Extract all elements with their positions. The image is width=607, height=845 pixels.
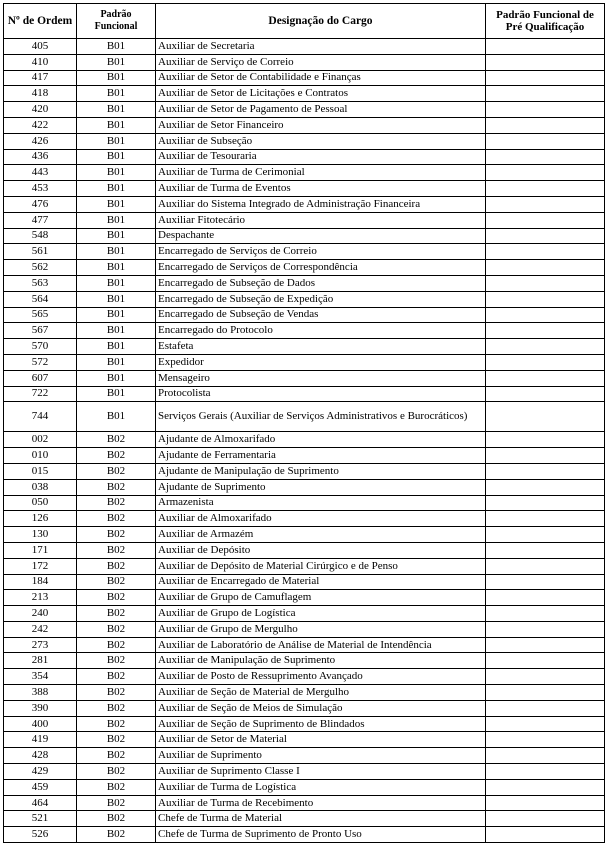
table-row <box>4 149 605 165</box>
cell-ordem: 002 <box>4 432 77 448</box>
cell-padrao: B02 <box>77 574 156 590</box>
cell-pre-qualificacao <box>486 212 605 228</box>
cell-designacao: Auxiliar de Seção de Meios de Simulação <box>156 700 486 716</box>
table-row <box>4 102 605 118</box>
cell-pre-qualificacao <box>486 339 605 355</box>
header-designacao: Designação do Cargo <box>156 4 486 39</box>
header-ordem: Nº de Ordem <box>4 4 77 39</box>
table-row <box>4 432 605 448</box>
cell-padrao: B02 <box>77 716 156 732</box>
cell-padrao: B02 <box>77 764 156 780</box>
cell-designacao: Auxiliar de Turma de Recebimento <box>156 795 486 811</box>
cell-designacao: Auxiliar de Setor de Material <box>156 732 486 748</box>
table-row <box>4 811 605 827</box>
cell-ordem: 038 <box>4 479 77 495</box>
cell-pre-qualificacao <box>486 275 605 291</box>
cell-designacao: Encarregado de Serviços de Correio <box>156 244 486 260</box>
cell-padrao: B02 <box>77 685 156 701</box>
header-padrao-funcional: Padrão Funcional <box>77 4 156 39</box>
table-row <box>4 244 605 260</box>
cell-pre-qualificacao <box>486 495 605 511</box>
cell-designacao: Auxiliar de Grupo de Camuflagem <box>156 590 486 606</box>
cell-ordem: 126 <box>4 511 77 527</box>
cell-ordem: 417 <box>4 70 77 86</box>
cell-ordem: 400 <box>4 716 77 732</box>
table-row <box>4 779 605 795</box>
cell-ordem: 240 <box>4 606 77 622</box>
cell-ordem: 436 <box>4 149 77 165</box>
cell-designacao: Ajudante de Almoxarifado <box>156 432 486 448</box>
cell-ordem: 171 <box>4 542 77 558</box>
table-row <box>4 196 605 212</box>
table-row <box>4 685 605 701</box>
cell-ordem: 564 <box>4 291 77 307</box>
table-row <box>4 716 605 732</box>
table-row <box>4 260 605 276</box>
cell-pre-qualificacao <box>486 323 605 339</box>
cell-padrao: B02 <box>77 590 156 606</box>
table-row <box>4 669 605 685</box>
cell-pre-qualificacao <box>486 149 605 165</box>
table-header <box>4 4 605 39</box>
cell-padrao: B02 <box>77 827 156 843</box>
cell-designacao: Encarregado de Subseção de Expedição <box>156 291 486 307</box>
cell-padrao: B01 <box>77 386 156 402</box>
table-row <box>4 86 605 102</box>
cell-ordem: 548 <box>4 228 77 244</box>
cell-ordem: 050 <box>4 495 77 511</box>
cell-padrao: B01 <box>77 260 156 276</box>
cell-padrao: B02 <box>77 669 156 685</box>
cell-designacao: Auxiliar Fitotecário <box>156 212 486 228</box>
cell-padrao: B01 <box>77 370 156 386</box>
cargos-table <box>3 3 605 843</box>
cell-ordem: 418 <box>4 86 77 102</box>
cell-padrao: B02 <box>77 527 156 543</box>
cell-padrao: B02 <box>77 432 156 448</box>
cell-designacao: Ajudante de Ferramentaria <box>156 448 486 464</box>
header-pre-qualificacao: Padrão Funcional de Pré Qualificação <box>486 4 605 39</box>
table-row <box>4 463 605 479</box>
cell-pre-qualificacao <box>486 669 605 685</box>
cell-pre-qualificacao <box>486 402 605 432</box>
table-row <box>4 653 605 669</box>
cell-ordem: 354 <box>4 669 77 685</box>
cell-pre-qualificacao <box>486 448 605 464</box>
table-row <box>4 637 605 653</box>
cell-designacao: Auxiliar de Suprimento Classe I <box>156 764 486 780</box>
cell-ordem: 476 <box>4 196 77 212</box>
cell-pre-qualificacao <box>486 370 605 386</box>
cell-ordem: 744 <box>4 402 77 432</box>
cell-padrao: B02 <box>77 479 156 495</box>
cell-designacao: Auxiliar de Setor de Licitações e Contratos <box>156 86 486 102</box>
cell-ordem: 563 <box>4 275 77 291</box>
cell-pre-qualificacao <box>486 558 605 574</box>
cell-pre-qualificacao <box>486 463 605 479</box>
cell-designacao: Auxiliar de Seção de Material de Mergulho <box>156 685 486 701</box>
cell-pre-qualificacao <box>486 621 605 637</box>
cell-designacao: Auxiliar de Setor Financeiro <box>156 117 486 133</box>
table-row <box>4 39 605 55</box>
cell-designacao: Auxiliar de Depósito <box>156 542 486 558</box>
table-row <box>4 370 605 386</box>
cell-pre-qualificacao <box>486 354 605 370</box>
table-row <box>4 795 605 811</box>
cell-padrao: B01 <box>77 39 156 55</box>
cell-pre-qualificacao <box>486 542 605 558</box>
cell-pre-qualificacao <box>486 748 605 764</box>
cell-pre-qualificacao <box>486 685 605 701</box>
cell-ordem: 273 <box>4 637 77 653</box>
cell-padrao: B02 <box>77 511 156 527</box>
cell-padrao: B01 <box>77 212 156 228</box>
cell-designacao: Auxiliar de Almoxarifado <box>156 511 486 527</box>
cell-padrao: B02 <box>77 653 156 669</box>
cell-pre-qualificacao <box>486 291 605 307</box>
cell-pre-qualificacao <box>486 70 605 86</box>
cell-ordem: 388 <box>4 685 77 701</box>
cell-padrao: B02 <box>77 558 156 574</box>
cell-padrao: B02 <box>77 542 156 558</box>
cell-padrao: B01 <box>77 244 156 260</box>
table-row <box>4 748 605 764</box>
cell-pre-qualificacao <box>486 102 605 118</box>
cell-padrao: B01 <box>77 102 156 118</box>
cell-designacao: Auxiliar de Serviço de Correio <box>156 54 486 70</box>
table-row <box>4 275 605 291</box>
cell-ordem: 567 <box>4 323 77 339</box>
cell-ordem: 242 <box>4 621 77 637</box>
table-row <box>4 558 605 574</box>
cell-pre-qualificacao <box>486 39 605 55</box>
cell-designacao: Auxiliar de Grupo de Logística <box>156 606 486 622</box>
cell-padrao: B02 <box>77 621 156 637</box>
table-row <box>4 511 605 527</box>
cell-padrao: B01 <box>77 86 156 102</box>
cell-ordem: 281 <box>4 653 77 669</box>
table-row <box>4 574 605 590</box>
cell-ordem: 607 <box>4 370 77 386</box>
cell-pre-qualificacao <box>486 196 605 212</box>
cell-designacao: Auxiliar de Setor de Pagamento de Pessoal <box>156 102 486 118</box>
table-row <box>4 354 605 370</box>
cell-pre-qualificacao <box>486 386 605 402</box>
table-row <box>4 212 605 228</box>
cell-pre-qualificacao <box>486 637 605 653</box>
header-row <box>4 4 605 39</box>
cell-padrao: B01 <box>77 70 156 86</box>
cell-padrao: B02 <box>77 495 156 511</box>
cell-designacao: Mensageiro <box>156 370 486 386</box>
cell-ordem: 390 <box>4 700 77 716</box>
cell-ordem: 213 <box>4 590 77 606</box>
cell-designacao: Despachante <box>156 228 486 244</box>
cell-padrao: B01 <box>77 354 156 370</box>
cell-designacao: Encarregado de Serviços de Correspondência <box>156 260 486 276</box>
cell-pre-qualificacao <box>486 432 605 448</box>
cell-designacao: Encarregado do Protocolo <box>156 323 486 339</box>
cell-ordem: 722 <box>4 386 77 402</box>
cell-ordem: 410 <box>4 54 77 70</box>
table-row <box>4 323 605 339</box>
cell-pre-qualificacao <box>486 527 605 543</box>
table-row <box>4 606 605 622</box>
cell-padrao: B01 <box>77 54 156 70</box>
cell-pre-qualificacao <box>486 181 605 197</box>
cell-ordem: 405 <box>4 39 77 55</box>
cell-padrao: B01 <box>77 291 156 307</box>
cell-ordem: 572 <box>4 354 77 370</box>
table-row <box>4 133 605 149</box>
cell-designacao: Chefe de Turma de Suprimento de Pronto Uso <box>156 827 486 843</box>
cell-designacao: Encarregado de Subseção de Dados <box>156 275 486 291</box>
cell-ordem: 428 <box>4 748 77 764</box>
cell-ordem: 443 <box>4 165 77 181</box>
cell-pre-qualificacao <box>486 228 605 244</box>
cell-designacao: Auxiliar de Laboratório de Análise de Material de Intendência <box>156 637 486 653</box>
cell-padrao: B01 <box>77 133 156 149</box>
cell-designacao: Ajudante de Manipulação de Suprimento <box>156 463 486 479</box>
table-row <box>4 291 605 307</box>
cell-designacao: Encarregado de Subseção de Vendas <box>156 307 486 323</box>
cell-pre-qualificacao <box>486 133 605 149</box>
table-row <box>4 165 605 181</box>
cell-ordem: 464 <box>4 795 77 811</box>
cell-designacao: Auxiliar de Armazém <box>156 527 486 543</box>
cell-ordem: 426 <box>4 133 77 149</box>
cell-ordem: 429 <box>4 764 77 780</box>
cell-padrao: B02 <box>77 732 156 748</box>
cell-padrao: B01 <box>77 228 156 244</box>
cell-designacao: Auxiliar de Posto de Ressuprimento Avançado <box>156 669 486 685</box>
cell-designacao: Protocolista <box>156 386 486 402</box>
cell-pre-qualificacao <box>486 165 605 181</box>
cell-ordem: 015 <box>4 463 77 479</box>
cell-designacao: Armazenista <box>156 495 486 511</box>
cell-designacao: Chefe de Turma de Material <box>156 811 486 827</box>
cell-ordem: 010 <box>4 448 77 464</box>
cell-pre-qualificacao <box>486 244 605 260</box>
cell-designacao: Auxiliar de Turma de Cerimonial <box>156 165 486 181</box>
cell-designacao: Auxiliar de Turma de Logística <box>156 779 486 795</box>
cell-ordem: 477 <box>4 212 77 228</box>
table-row <box>4 339 605 355</box>
cell-padrao: B01 <box>77 165 156 181</box>
table-row <box>4 54 605 70</box>
table-row <box>4 479 605 495</box>
table-row <box>4 70 605 86</box>
cell-pre-qualificacao <box>486 260 605 276</box>
cell-ordem: 570 <box>4 339 77 355</box>
table-row <box>4 590 605 606</box>
cell-pre-qualificacao <box>486 716 605 732</box>
cell-ordem: 453 <box>4 181 77 197</box>
cell-pre-qualificacao <box>486 764 605 780</box>
table-row <box>4 764 605 780</box>
cell-pre-qualificacao <box>486 606 605 622</box>
cell-ordem: 130 <box>4 527 77 543</box>
cell-pre-qualificacao <box>486 574 605 590</box>
cell-ordem: 422 <box>4 117 77 133</box>
table-row <box>4 386 605 402</box>
cell-ordem: 561 <box>4 244 77 260</box>
cell-padrao: B01 <box>77 339 156 355</box>
table-row <box>4 527 605 543</box>
cell-padrao: B01 <box>77 181 156 197</box>
table-row <box>4 181 605 197</box>
cell-pre-qualificacao <box>486 700 605 716</box>
cell-padrao: B02 <box>77 779 156 795</box>
cell-designacao: Auxiliar de Encarregado de Material <box>156 574 486 590</box>
cell-pre-qualificacao <box>486 795 605 811</box>
table-row <box>4 448 605 464</box>
cell-designacao: Auxiliar de Manipulação de Suprimento <box>156 653 486 669</box>
cell-designacao: Serviços Gerais (Auxiliar de Serviços Administrativos e Burocráticos) <box>156 402 486 432</box>
table-row <box>4 700 605 716</box>
table-row <box>4 495 605 511</box>
table-row <box>4 732 605 748</box>
table-row <box>4 117 605 133</box>
cell-padrao: B01 <box>77 117 156 133</box>
cell-designacao: Auxiliar do Sistema Integrado de Administração Financeira <box>156 196 486 212</box>
cell-pre-qualificacao <box>486 117 605 133</box>
cell-padrao: B01 <box>77 323 156 339</box>
cell-ordem: 419 <box>4 732 77 748</box>
cell-pre-qualificacao <box>486 590 605 606</box>
cell-designacao: Auxiliar de Suprimento <box>156 748 486 764</box>
cell-designacao: Expedidor <box>156 354 486 370</box>
cell-designacao: Auxiliar de Turma de Eventos <box>156 181 486 197</box>
cell-padrao: B02 <box>77 700 156 716</box>
cell-ordem: 172 <box>4 558 77 574</box>
cell-designacao: Auxiliar de Depósito de Material Cirúrgico e de Penso <box>156 558 486 574</box>
table-row <box>4 542 605 558</box>
cell-designacao: Auxiliar de Grupo de Mergulho <box>156 621 486 637</box>
table-row <box>4 228 605 244</box>
cell-ordem: 565 <box>4 307 77 323</box>
cell-padrao: B02 <box>77 811 156 827</box>
cell-designacao: Auxiliar de Seção de Suprimento de Blindados <box>156 716 486 732</box>
cell-padrao: B01 <box>77 149 156 165</box>
cell-padrao: B02 <box>77 448 156 464</box>
cell-pre-qualificacao <box>486 732 605 748</box>
cell-designacao: Auxiliar de Setor de Contabilidade e Finanças <box>156 70 486 86</box>
cell-padrao: B02 <box>77 637 156 653</box>
cell-pre-qualificacao <box>486 86 605 102</box>
cell-pre-qualificacao <box>486 479 605 495</box>
cell-pre-qualificacao <box>486 511 605 527</box>
cell-padrao: B01 <box>77 402 156 432</box>
cell-ordem: 526 <box>4 827 77 843</box>
cell-designacao: Estafeta <box>156 339 486 355</box>
table-row <box>4 827 605 843</box>
cell-ordem: 459 <box>4 779 77 795</box>
cell-ordem: 420 <box>4 102 77 118</box>
cell-padrao: B01 <box>77 275 156 291</box>
cell-padrao: B01 <box>77 196 156 212</box>
cell-padrao: B02 <box>77 795 156 811</box>
cell-designacao: Auxiliar de Secretaria <box>156 39 486 55</box>
cell-designacao: Auxiliar de Tesouraria <box>156 149 486 165</box>
cell-padrao: B01 <box>77 307 156 323</box>
cell-pre-qualificacao <box>486 811 605 827</box>
cell-pre-qualificacao <box>486 827 605 843</box>
cell-ordem: 562 <box>4 260 77 276</box>
cell-padrao: B02 <box>77 463 156 479</box>
cell-pre-qualificacao <box>486 653 605 669</box>
cell-ordem: 184 <box>4 574 77 590</box>
table-row <box>4 402 605 432</box>
table-body <box>4 39 605 843</box>
cell-pre-qualificacao <box>486 307 605 323</box>
cell-ordem: 521 <box>4 811 77 827</box>
cell-designacao: Auxiliar de Subseção <box>156 133 486 149</box>
cell-pre-qualificacao <box>486 779 605 795</box>
document-page <box>3 3 605 843</box>
cell-pre-qualificacao <box>486 54 605 70</box>
cell-padrao: B02 <box>77 748 156 764</box>
table-row <box>4 307 605 323</box>
cell-designacao: Ajudante de Suprimento <box>156 479 486 495</box>
cell-padrao: B02 <box>77 606 156 622</box>
table-row <box>4 621 605 637</box>
